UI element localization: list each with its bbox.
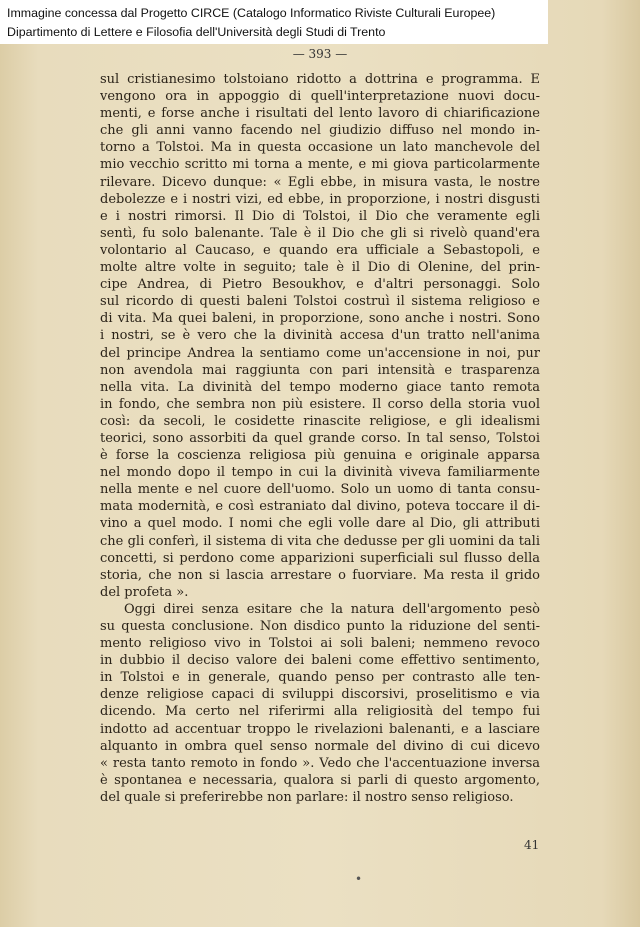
text-line: che gli conferì, il sistema di vita che dedusse per gli uomini da tali <box>100 533 540 549</box>
text-line: storia, che non si lascia arrestare o fuorviare. Ma resta il grido <box>100 567 540 583</box>
text-line: e i nostri rimorsi. Il Dio di Tolstoi, il Dio che veramente egli <box>100 208 540 224</box>
text-line: non avendola mai raggiunta con pari intensità e trasparenza <box>100 362 540 378</box>
text-line: dicendo. Ma certo nel riferirmi alla religiosità del tempo fui <box>100 704 540 720</box>
paragraph-1 <box>100 71 540 601</box>
text-line: sul cristianesimo tolstoiano ridotto a dottrina e programma. E <box>100 72 540 87</box>
bottom-mark: • <box>355 872 363 886</box>
text-line: cipe Andrea, di Pietro Besoukhov, e d'altri personaggi. Solo <box>100 277 540 293</box>
text-line: vengono ora in appoggio di quell'interpretazione nuovi docu- <box>100 89 540 105</box>
text-line: nel mondo dopo il tempo in cui la divinità viveva familiarmente <box>100 465 540 481</box>
text-line: in Tolstoi e in generale, quando penso per contrasto alle ten- <box>100 670 540 686</box>
banner-line-2: Dipartimento di Lettere e Filosofia dell'Università degli Studi di Trento <box>7 25 386 39</box>
text-line: che gli anni vanno facendo nel giudizio diffuso nel mondo in- <box>100 123 540 139</box>
text-line: debolezze e i nostri vizi, ed ebbe, in proporzione, i nostri disgusti <box>100 191 540 207</box>
text-line: teorici, sono assorbiti da quel grande corso. In tal senso, Tolstoi <box>100 430 540 446</box>
text-line: rilevare. Dicevo dunque: « Egli ebbe, in misura vasta, le nostre <box>100 174 540 190</box>
text-line: sentì, fu solo balenante. Tale è il Dio che gli si rivelò quand'era <box>100 225 540 241</box>
text-line: del principe Andrea la sentiamo come un'accensione in noi, pur <box>100 345 540 361</box>
text-line: nella mente e nel cuore dell'uomo. Solo un uomo di tanta consu- <box>100 482 540 498</box>
text-line: su questa conclusione. Non disdico punto la riduzione del senti- <box>100 619 540 634</box>
text-line: in dubbio il deciso valore dei baleni come effettivo sentimento, <box>100 653 540 669</box>
text-line: in fondo, che sembra non più esistere. Il corso della storia vuol <box>100 396 540 412</box>
text-line: è forse la coscienza religiosa più genuina e originale apparsa <box>100 448 540 464</box>
banner-line-1: Immagine concessa dal Progetto CIRCE (Catalogo Informatico Riviste Culturali Europee) <box>7 6 496 20</box>
text-line: denze religiose capaci di sviluppi discorsivi, proselitismo e via <box>100 687 540 703</box>
circe-banner <box>0 0 548 44</box>
text-line: di vita. Ma quei baleni, in proporzione, sono anche i nostri. Sono <box>100 311 540 327</box>
text-line: mento religioso vivo in Tolstoi ai soli baleni; nemmeno revoco <box>100 636 540 652</box>
text-line: nella vita. La divinità del tempo moderno giace tanto remota <box>100 379 540 395</box>
text-line: torno a Tolstoi. Ma in questa occasione un lato manchevole del <box>100 140 540 156</box>
running-head: — 393 — <box>292 47 348 61</box>
paragraph-2 <box>100 601 540 806</box>
text-line: menti, e forse anche i risultati del lento lavoro di chiarificazione <box>100 106 540 122</box>
text-line: indotto ad accentuar troppo le rivelazioni balenanti, e a lasciare <box>100 721 540 737</box>
page-number: 41 <box>524 838 540 852</box>
text-line: Oggi direi senza esitare che la natura dell'argomento pesò <box>124 601 540 617</box>
text-line: è spontanea e necessaria, qualora si parli di questo argomento, <box>100 772 540 788</box>
text-line: così: da secoli, le cosidette rinascite religiose, e gli idealismi <box>100 413 540 429</box>
text-line: mata modernità, e così estraniato dal divino, poteva toccare il di- <box>100 499 540 515</box>
text-line: vino a quel modo. I nomi che egli volle dare al Dio, gli attributi <box>100 516 540 532</box>
text-line: del profeta ». <box>100 584 189 600</box>
text-line: sul ricordo di questi baleni Tolstoi costruì il sistema religioso e <box>100 294 540 310</box>
text-line: molte altre volte in seguito; tale è il Dio di Olenine, del prin- <box>100 260 540 276</box>
text-line: i nostri, se è vero che la divinità accesa d'un tratto nell'anima <box>100 328 540 344</box>
text-line: volontario al Caucaso, e quando era ufficiale a Sebastopoli, e <box>100 242 540 258</box>
text-line: alquanto in ombra quel senso normale del divino di cui dicevo <box>100 738 540 754</box>
text-line: « resta tanto remoto in fondo ». Vedo che l'accentuazione inversa <box>100 755 540 771</box>
text-line: del quale si preferirebbe non parlare: il nostro senso religioso. <box>100 789 514 805</box>
text-line: concetti, si perdono come apparizioni superficiali sul flusso della <box>100 550 540 566</box>
body-text <box>100 71 540 806</box>
text-line: mio vecchio scritto mi torna a mente, e mi giova particolarmente <box>100 157 540 173</box>
